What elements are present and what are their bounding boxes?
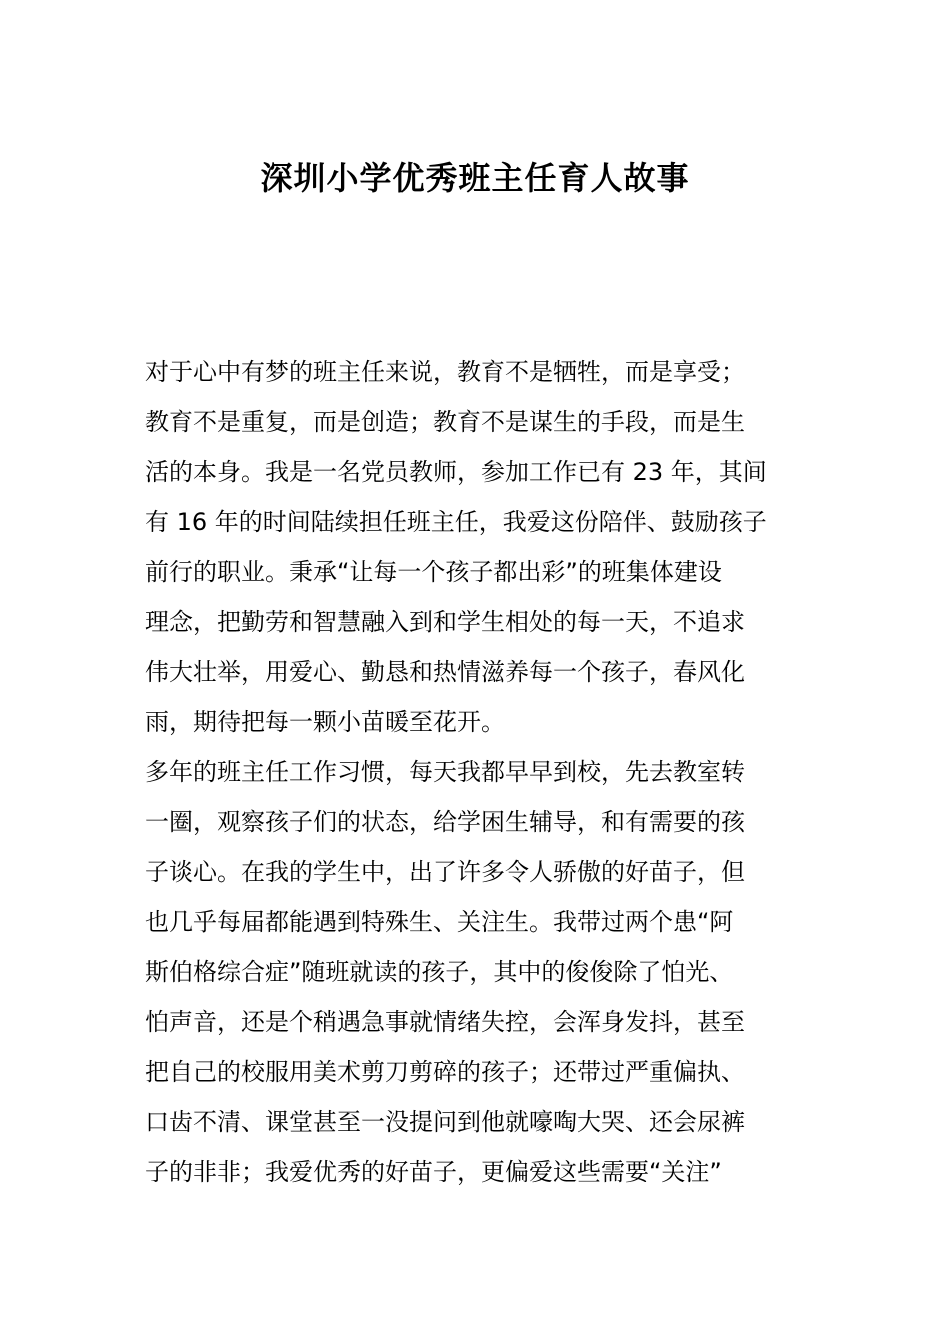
body-line: 前行的职业。秉承“让每一个孩子都出彩”的班集体建设 xyxy=(145,558,722,586)
document-title: 深圳小学优秀班主任育人故事 xyxy=(260,159,690,197)
body-line: 口齿不清、课堂甚至一没提问到他就嚎啕大哭、还会尿裤 xyxy=(145,1108,745,1136)
document-body xyxy=(145,347,811,1197)
body-line: 活的本身。我是一名党员教师，参加工作已有 23 年，其间 xyxy=(145,458,767,486)
body-line: 雨，期待把每一颗小苗暖至花开。 xyxy=(145,708,505,736)
body-line: 理念，把勤劳和智慧融入到和学生相处的每一天，不追求 xyxy=(145,608,745,636)
body-line: 把自己的校服用美术剪刀剪碎的孩子；还带过严重偏执、 xyxy=(145,1058,745,1086)
body-line: 一圈，观察孩子们的状态，给学困生辅导，和有需要的孩 xyxy=(145,808,745,836)
body-line: 教育不是重复，而是创造；教育不是谋生的手段，而是生 xyxy=(145,408,745,436)
body-line: 怕声音，还是个稍遇急事就情绪失控，会浑身发抖，甚至 xyxy=(145,1008,745,1036)
body-line: 也几乎每届都能遇到特殊生、关注生。我带过两个患“阿 xyxy=(145,908,734,936)
body-line: 斯伯格综合症”随班就读的孩子，其中的俊俊除了怕光、 xyxy=(145,958,734,986)
body-line: 多年的班主任工作习惯，每天我都早早到校，先去教室转 xyxy=(145,758,745,786)
body-line: 子谈心。在我的学生中，出了许多令人骄傲的好苗子，但 xyxy=(145,858,745,886)
body-line: 子的非非；我爱优秀的好苗子，更偏爱这些需要“关注” xyxy=(145,1158,722,1186)
body-line: 对于心中有梦的班主任来说，教育不是牺牲，而是享受； xyxy=(145,358,745,386)
body-line: 有 16 年的时间陆续担任班主任，我爱这份陪伴、鼓励孩子 xyxy=(145,508,767,536)
body-line: 伟大壮举，用爱心、勤恳和热情滋养每一个孩子，春风化 xyxy=(145,658,745,686)
